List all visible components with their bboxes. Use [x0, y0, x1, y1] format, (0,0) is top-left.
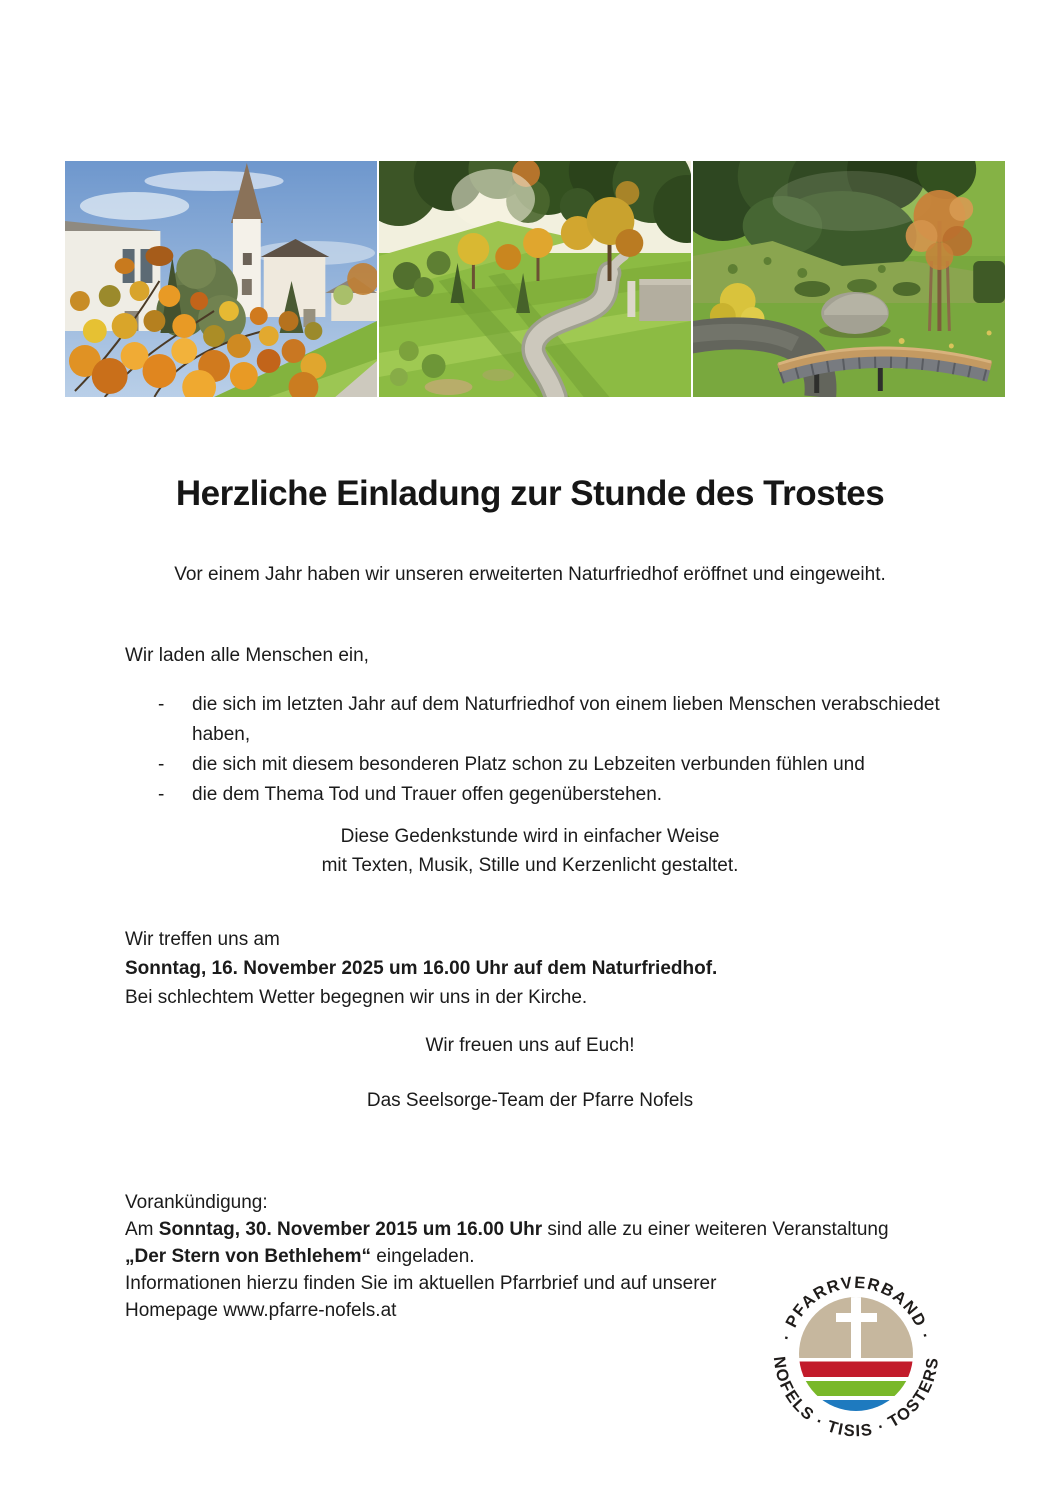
photo-strip	[65, 161, 1005, 397]
meeting-line3: Bei schlechtem Wetter begegnen wir uns in der Kirche.	[125, 987, 588, 1008]
bullet-text: die dem Thema Tod und Trauer offen gegenüberstehen.	[192, 784, 663, 805]
pfarrverband-logo	[752, 1250, 960, 1458]
gedenkstunde-line1: Diese Gedenkstunde wird in einfacher Weise	[340, 826, 720, 847]
gedenkstunde-block	[0, 822, 1060, 880]
bullet-text: die sich im letzten Jahr auf dem Naturfriedhof von einem lieben Menschen verabschiedet haben,	[192, 694, 940, 745]
meeting-date: Sonntag, 16. November 2025 um 16.00 Uhr auf dem Naturfriedhof.	[125, 958, 718, 979]
meeting-block	[125, 925, 717, 1012]
announcement-homepage: Homepage www.pfarre-nofels.at	[125, 1300, 397, 1321]
announcement-line2: „Der Stern von Bethlehem“ eingeladen.	[125, 1246, 475, 1267]
gedenkstunde-line2: mit Texten, Musik, Stille und Kerzenlicht gestaltet.	[321, 855, 739, 876]
bullet-marker: -	[158, 784, 165, 805]
bullet-marker: -	[158, 754, 165, 775]
list-item	[158, 780, 944, 810]
announcement-line1: Am Sonntag, 30. November 2015 um 16.00 Uhr sind alle zu einer weiteren Veranstaltung	[125, 1219, 889, 1240]
photo-church-autumn	[65, 161, 377, 397]
announcement-event-title: „Der Stern von Bethlehem“	[125, 1246, 371, 1267]
photo-garden-path	[379, 161, 691, 397]
announcement-line3: Informationen hierzu finden Sie im aktuellen Pfarrbrief und auf unserer	[125, 1273, 717, 1294]
announcement-date: Sonntag, 30. November 2015 um 16.00 Uhr	[158, 1219, 543, 1240]
intro-text: Vor einem Jahr haben wir unseren erweiterten Naturfriedhof eröffnet und eingeweiht.	[174, 564, 886, 585]
list-item	[158, 750, 944, 780]
invite-list	[158, 690, 944, 810]
bullet-marker: -	[158, 694, 165, 715]
photo-bench-rock	[693, 161, 1005, 397]
logo-arc-top-label: · PFARRVERBAND ·	[777, 1273, 935, 1343]
page-title: Herzliche Einladung zur Stunde des Trostes	[175, 474, 885, 513]
meeting-line1: Wir treffen uns am	[125, 929, 280, 950]
list-item	[158, 690, 944, 750]
invite-lead: Wir laden alle Menschen ein,	[125, 645, 369, 666]
logo-arc-bottom-label: NOFELS · TISIS · TOSTERS	[769, 1355, 943, 1441]
pfarrverband-logo-svg	[752, 1250, 960, 1458]
bullet-text: die sich mit diesem besonderen Platz schon zu Lebzeiten verbunden fühlen und	[192, 754, 865, 775]
closing-greeting: Wir freuen uns auf Euch!	[425, 1035, 635, 1056]
announcement-heading: Vorankündigung:	[125, 1192, 268, 1213]
closing-signature: Das Seelsorge-Team der Pfarre Nofels	[366, 1090, 694, 1111]
